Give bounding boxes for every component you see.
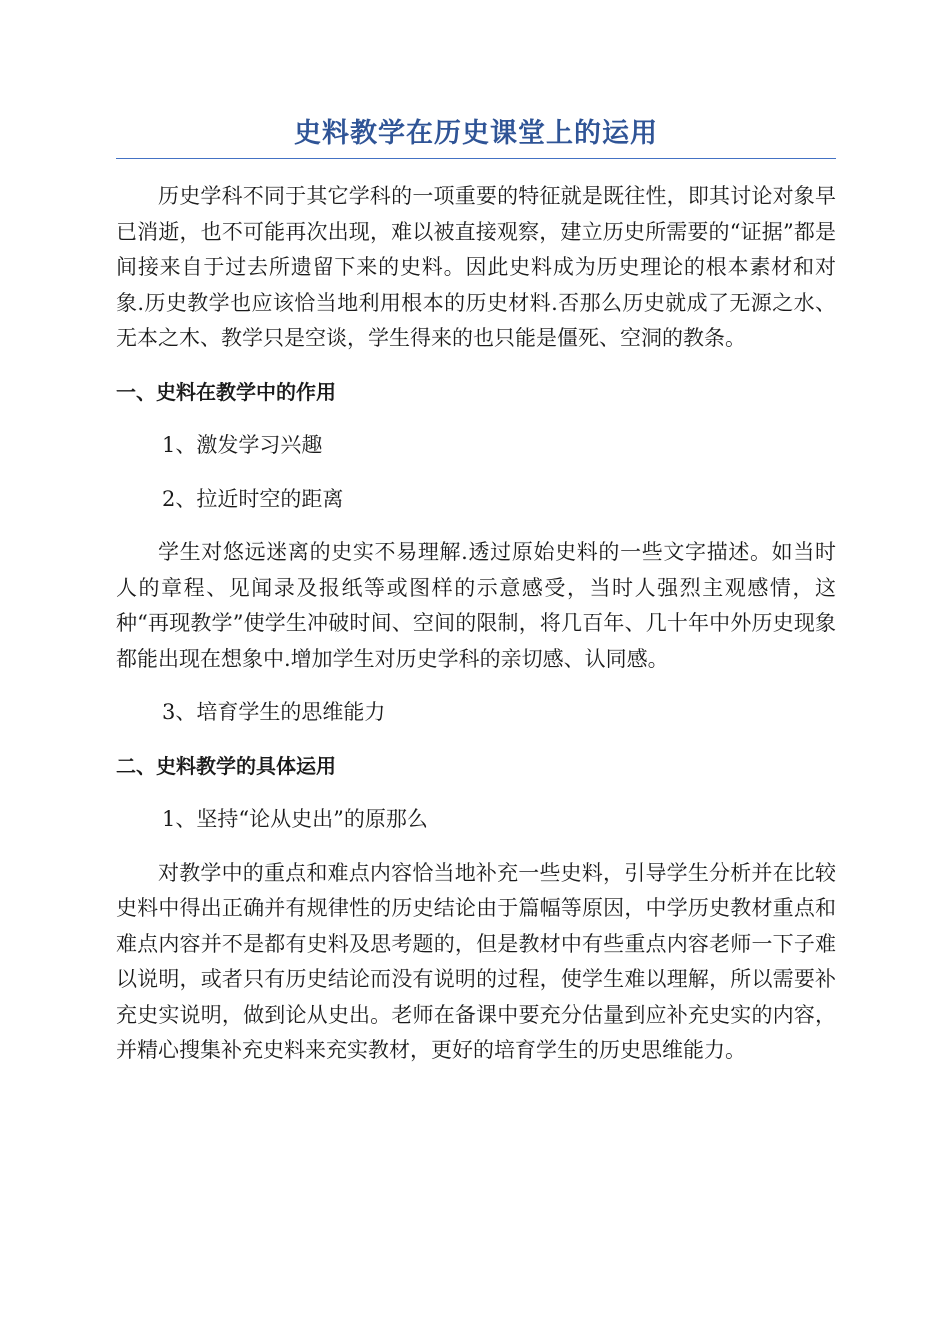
section-1-item-1: 1、激发学习兴趣 <box>162 433 323 457</box>
intro-paragraph: 历史学科不同于其它学科的一项重要的特征就是既往性，即其讨论对象早已消逝，也不可能再次出现，难以被直接观察，建立历史所需要的“证据”都是间接来自于过去所遗留下来的史料。因此史料成为历史理论的根本素材和对象.历史教学也应该恰当地利用根本的历史材料.否那么历史就成了无源之水、无本之木、教学只是空谈，学生得来的也只能是僵死、空洞的教条。 <box>116 184 836 350</box>
section-1-heading: 一、史料在教学中的作用 <box>116 379 336 404</box>
document-page <box>116 112 836 1069</box>
section-1-item-3: 3、培育学生的思维能力 <box>162 700 386 724</box>
section-1-item-2-paragraph: 学生对悠远迷离的史实不易理解.透过原始史料的一些文字描述。如当时人的章程、见闻录及报纸等或图样的示意感受，当时人强烈主观感情，这种“再现教学”使学生冲破时间、空间的限制，将几百年、几十年中外历史现象都能出现在想象中.增加学生对历史学科的亲切感、认同感。 <box>116 540 836 671</box>
section-1-item-2: 2、拉近时空的距离 <box>162 486 344 511</box>
section-2-item-1: 1、坚持“论从史出”的原那么 <box>162 807 428 831</box>
document-title: 史料教学在历史课堂上的运用 <box>116 112 836 159</box>
section-2-item-1-paragraph: 对教学中的重点和难点内容恰当地补充一些史料，引导学生分析并在比较史料中得出正确并有规律性的历史结论由于篇幅等原因，中学历史教材重点和难点内容并不是都有史料及思考题的，但是教材中有些重点内容老师一下子难以说明，或者只有历史结论而没有说明的过程，使学生难以理解，所以需要补充史实说明，做到论从史出。老师在备课中要充分估量到应补充史实的内容，并精心搜集补充史料来充实教材，更好的培育学生的历史思维能力。 <box>116 860 836 1062</box>
document-body <box>116 179 836 1069</box>
section-2-heading: 二、史料教学的具体运用 <box>116 753 336 778</box>
